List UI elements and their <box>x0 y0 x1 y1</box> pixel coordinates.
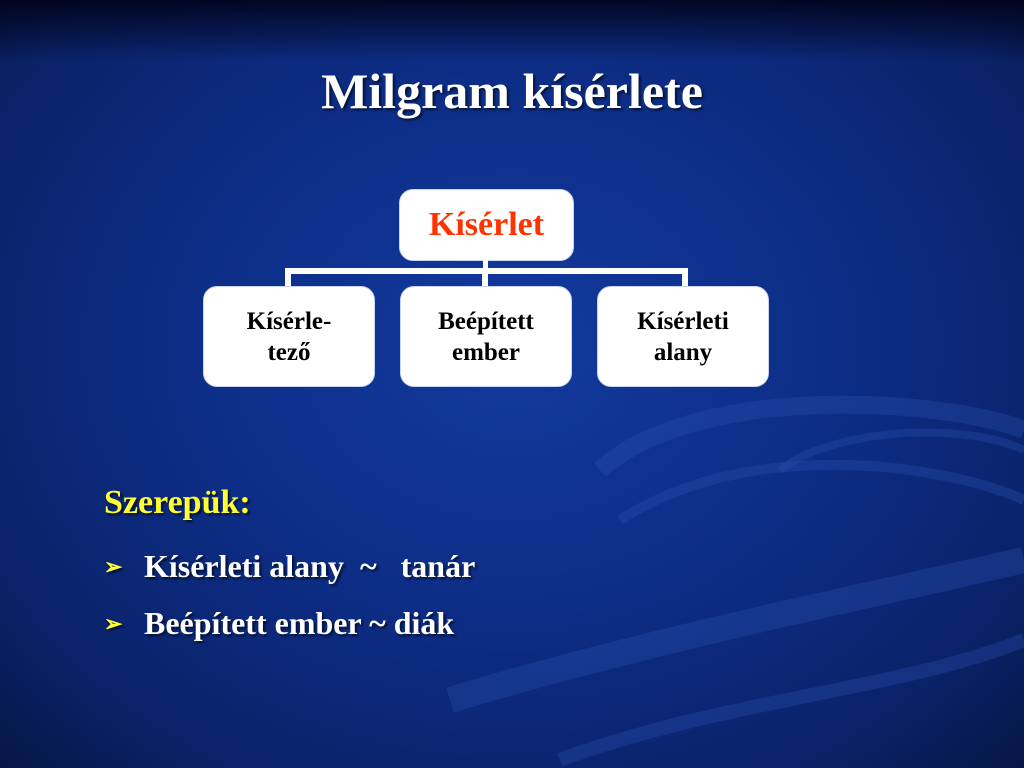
diagram-child-node-experimenter <box>203 286 375 387</box>
list-item-text: Beépített ember ~ diák <box>144 605 455 641</box>
roles-heading: Szerepük: <box>104 484 251 521</box>
child-node-label: Kísérle- tező <box>246 307 332 366</box>
diagram-child-node-confederate <box>400 286 572 387</box>
list-item <box>104 548 475 585</box>
child-node-label: Kísérleti alany <box>637 307 729 366</box>
arrowhead-bullet-icon: ➢ <box>104 553 123 579</box>
connector-line <box>482 268 488 288</box>
connector-line <box>285 268 291 288</box>
arrowhead-bullet-icon: ➢ <box>104 610 123 636</box>
root-node-label: Kísérlet <box>428 206 545 243</box>
child-node-label: Beépített ember <box>438 307 534 366</box>
diagram-root-node <box>399 189 574 261</box>
list-item-text: Kísérleti alany ~ tanár <box>144 548 476 584</box>
diagram-child-node-subject <box>597 286 769 387</box>
list-item <box>104 605 454 642</box>
slide-title: Milgram kísérlete <box>321 63 703 119</box>
connector-line <box>682 268 688 288</box>
